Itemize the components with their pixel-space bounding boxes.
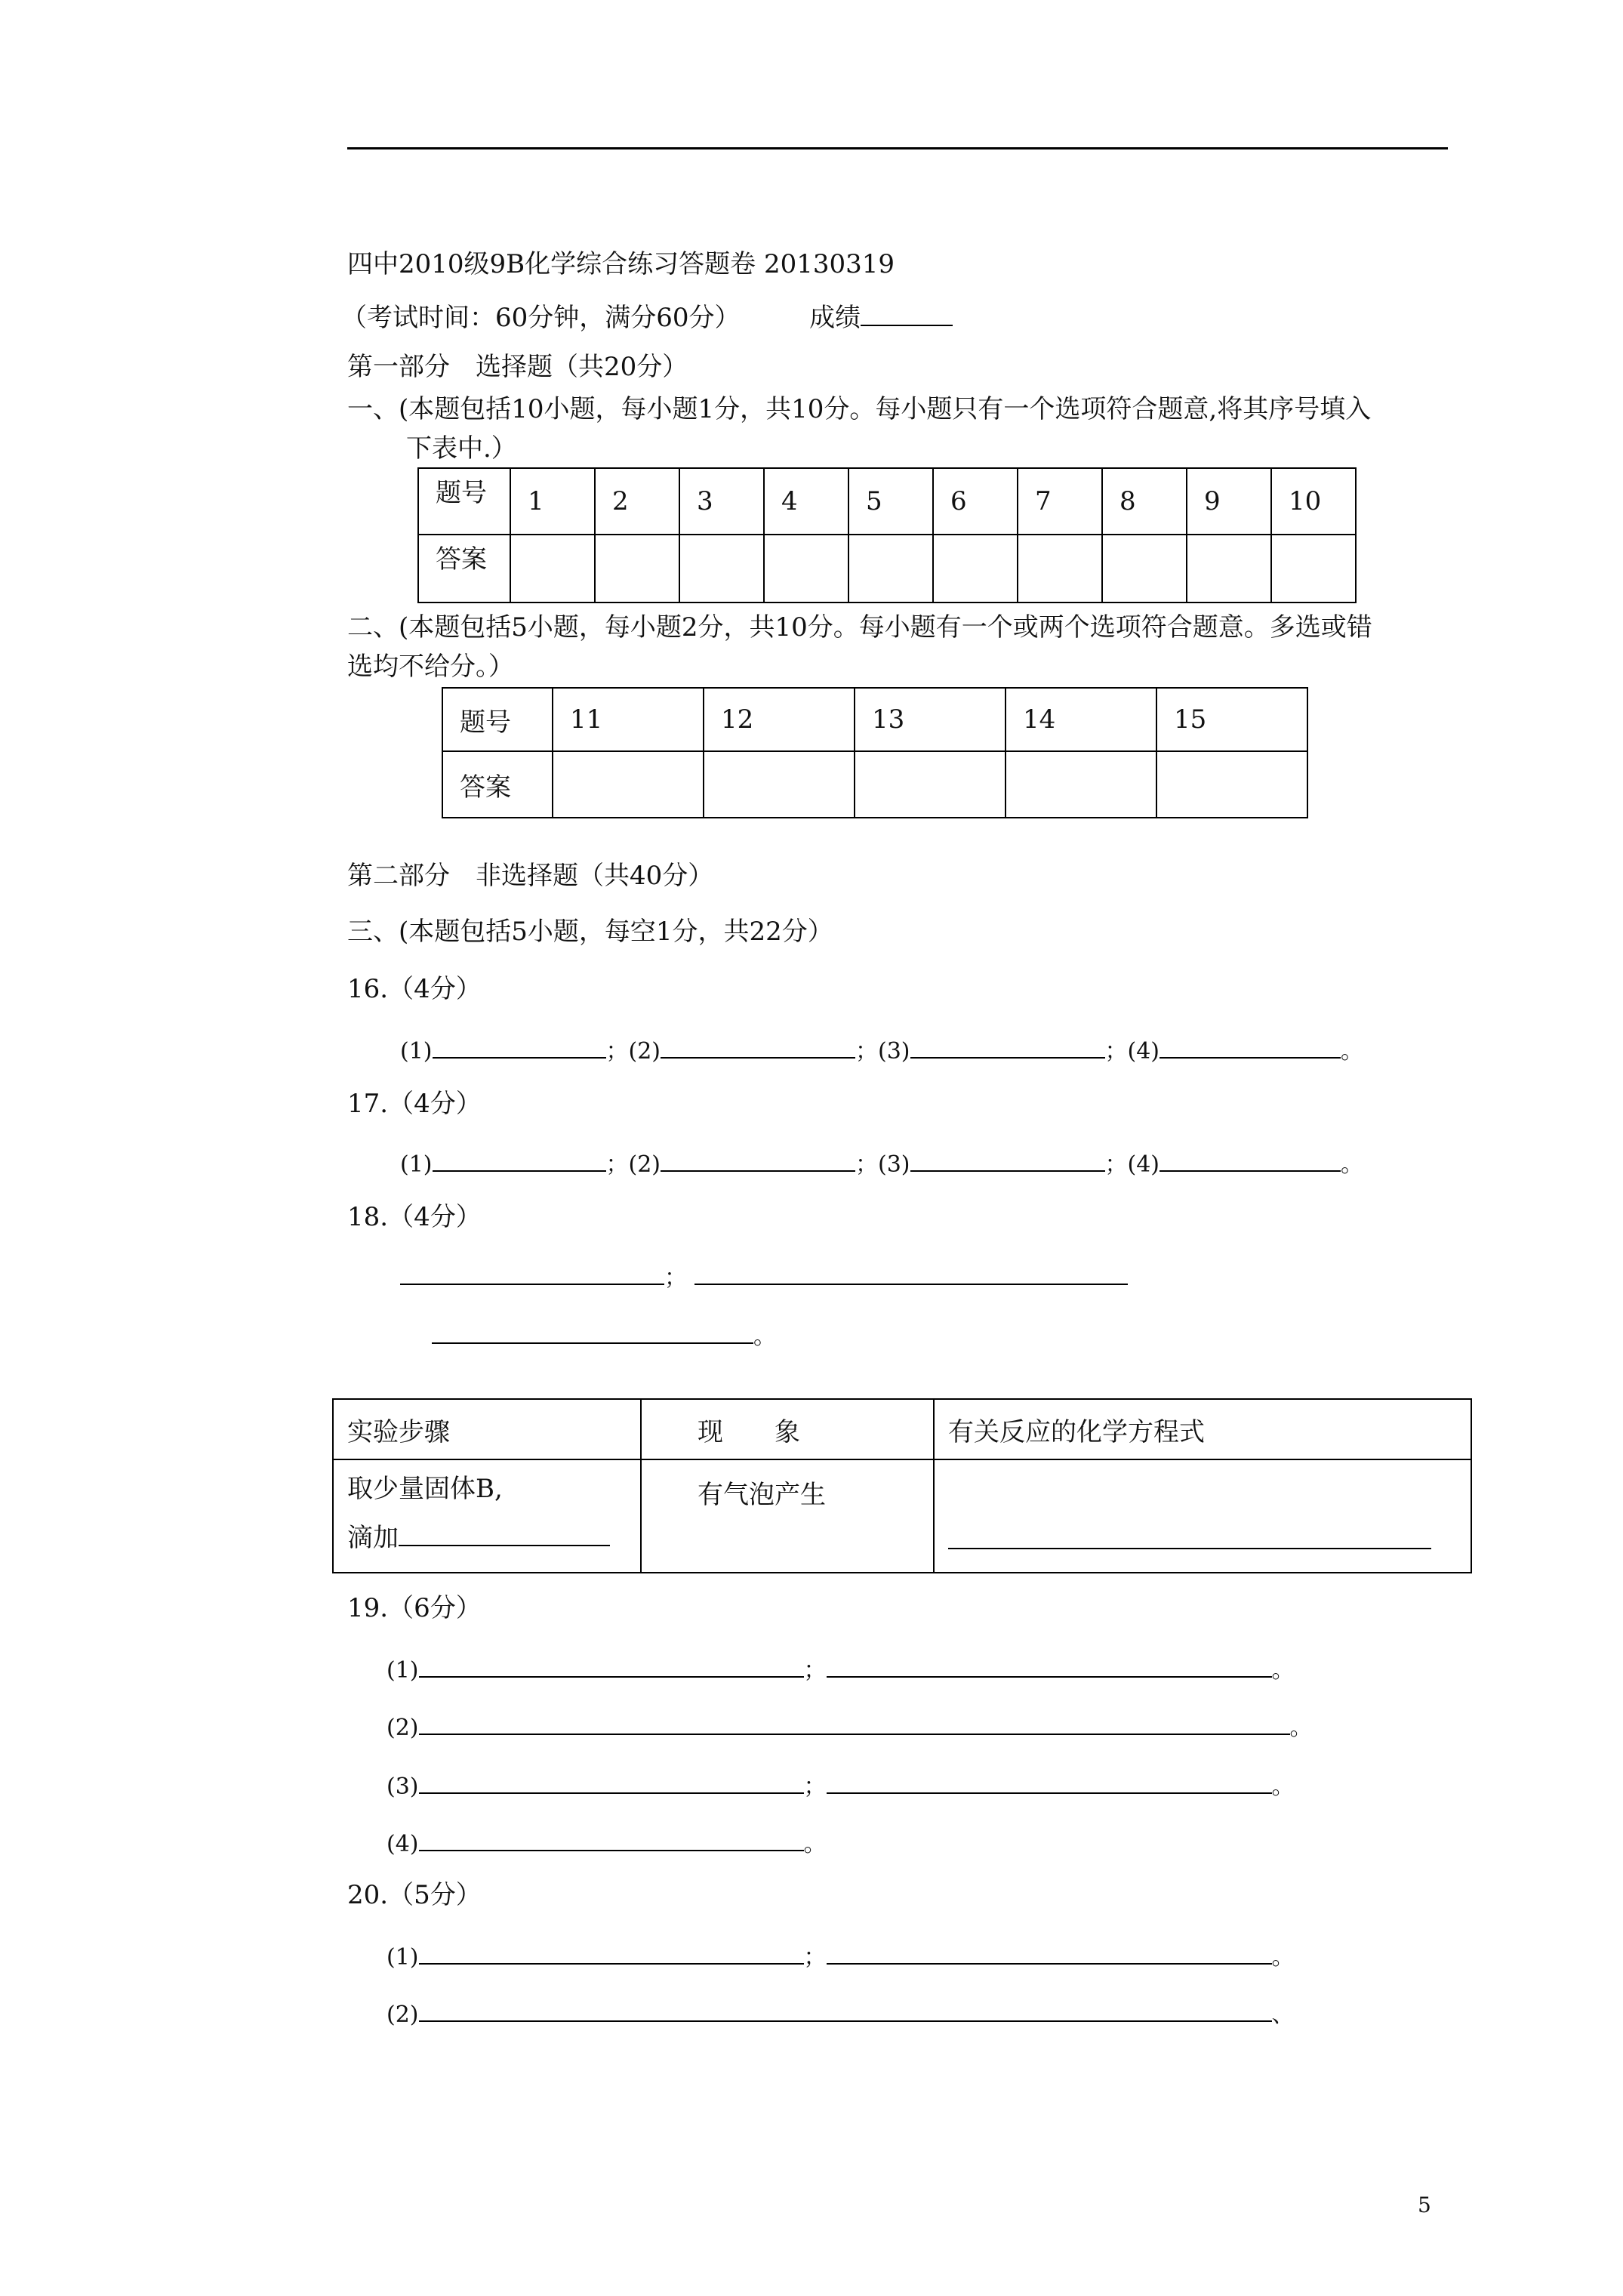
part1-title: 第一部分 选择题（共20分） [347, 352, 688, 382]
q17-sep: ； [1104, 1151, 1128, 1178]
q17-label-1: (1) [400, 1151, 433, 1178]
page-number: 5 [1418, 2193, 1431, 2217]
q20-blank-2[interactable] [419, 1998, 1272, 2022]
q16-label-2: (2) [628, 1038, 661, 1065]
q19-end: 。 [1271, 1774, 1295, 1800]
q17-sep: ； [605, 1151, 629, 1178]
q20-blank-1a[interactable] [419, 1940, 804, 1965]
table1-answer-cell[interactable] [679, 535, 764, 603]
table2-number: 14 [1006, 688, 1156, 751]
exp-step-add: 滴加 [347, 1523, 399, 1553]
exp-header-phenomenon: 现 象 [641, 1399, 934, 1459]
q16-label-1: (1) [400, 1038, 433, 1065]
exp-phenomenon-cell: 有气泡产生 [641, 1459, 934, 1573]
q20-line2 [387, 1998, 1295, 2029]
exp-equation-cell [934, 1459, 1471, 1573]
table1-number: 6 [933, 468, 1018, 535]
table1-number: 10 [1271, 468, 1356, 535]
section3-instruction: 三、(本题包括5小题，每空1分，共22分） [347, 917, 833, 947]
score-label: 成绩 [809, 303, 861, 333]
q17-blank-3[interactable] [910, 1148, 1105, 1172]
table2-number: 13 [855, 688, 1006, 751]
q18-blank-3[interactable] [432, 1320, 753, 1344]
table1-number: 3 [679, 468, 764, 535]
page-title: 四中2010级9B化学综合练习答题卷 20130319 [347, 249, 895, 279]
q19-label-1: (1) [387, 1657, 419, 1684]
q16-blanks [400, 1034, 1363, 1065]
exp-step-blank[interactable] [399, 1522, 610, 1546]
table1-answer-cell[interactable] [595, 535, 679, 603]
q20-label-1: (1) [387, 1944, 419, 1971]
table2-number: 11 [553, 688, 704, 751]
section2-instruction-line2: 选均不给分。） [347, 652, 514, 682]
experiment-table [332, 1398, 1472, 1573]
part2-title: 第二部分 非选择题（共40分） [347, 861, 714, 891]
q18-end: 。 [753, 1324, 776, 1350]
q20-line1 [387, 1940, 1295, 1971]
exam-info-text: （考试时间：60分钟，满分60分） [341, 303, 741, 333]
table1-number: 1 [510, 468, 595, 535]
table1-number: 2 [595, 468, 679, 535]
q19-blank-3b[interactable] [827, 1770, 1272, 1794]
q16-blank-2[interactable] [661, 1034, 855, 1059]
q18-line1 [400, 1261, 1128, 1292]
q19-line1 [387, 1653, 1295, 1684]
table2-answer-cell[interactable] [1156, 751, 1307, 818]
q20-sep: ； [803, 1944, 827, 1971]
answer-table-1 [417, 467, 1357, 603]
q19-label-2: (2) [387, 1715, 419, 1741]
q16-blank-3[interactable] [910, 1034, 1105, 1059]
table1-answer-cell[interactable] [933, 535, 1018, 603]
q20-blank-1b[interactable] [827, 1940, 1272, 1965]
table2-number: 12 [704, 688, 855, 751]
table2-label-number: 题号 [442, 688, 553, 751]
q16-blank-4[interactable] [1160, 1034, 1341, 1059]
q18-sep: ； [664, 1265, 687, 1291]
table2-answer-cell[interactable] [704, 751, 855, 818]
table2-answer-cell[interactable] [553, 751, 704, 818]
exp-header-equation: 有关反应的化学方程式 [934, 1399, 1471, 1459]
q16-sep: ； [855, 1038, 878, 1065]
q18-blank-1[interactable] [400, 1261, 664, 1285]
q20-end: 。 [1271, 1944, 1295, 1971]
q18-line2 [432, 1320, 776, 1351]
q17-blank-2[interactable] [661, 1148, 855, 1172]
table1-number: 5 [848, 468, 933, 535]
section1-instruction-line2: 下表中.） [406, 433, 517, 464]
table1-label-number: 题号 [418, 468, 510, 535]
exp-equation-blank[interactable] [948, 1525, 1431, 1549]
q19-blank-1a[interactable] [419, 1653, 804, 1678]
q17-end: 。 [1341, 1151, 1363, 1178]
exam-info [341, 302, 953, 333]
table2-answer-cell[interactable] [1006, 751, 1156, 818]
table1-number: 7 [1018, 468, 1102, 535]
table1-label-answer: 答案 [418, 535, 510, 603]
table1-number: 8 [1102, 468, 1187, 535]
q19-line4 [387, 1827, 827, 1858]
q20-heading: 20.（5分） [347, 1880, 482, 1910]
table1-answer-cell[interactable] [510, 535, 595, 603]
table1-answer-cell[interactable] [1102, 535, 1187, 603]
q19-sep: ； [803, 1657, 827, 1684]
q19-blank-2[interactable] [419, 1711, 1290, 1735]
table1-answer-cell[interactable] [764, 535, 848, 603]
table1-number: 4 [764, 468, 848, 535]
q16-label-3: (3) [878, 1038, 910, 1065]
q18-blank-2[interactable] [694, 1261, 1128, 1285]
q19-end: 。 [1271, 1657, 1295, 1684]
q20-dun: 、 [1271, 2002, 1295, 2028]
table1-answer-cell[interactable] [1271, 535, 1356, 603]
q17-blank-4[interactable] [1160, 1148, 1341, 1172]
q20-label-2: (2) [387, 2002, 419, 2028]
q19-label-4: (4) [387, 1831, 419, 1857]
exp-step-cell [333, 1459, 641, 1573]
q16-end: 。 [1341, 1038, 1363, 1065]
exp-step-line2 [347, 1522, 627, 1553]
score-field[interactable] [861, 302, 953, 326]
q19-end: 。 [803, 1831, 827, 1857]
table2-answer-cell[interactable] [855, 751, 1006, 818]
table1-answer-cell[interactable] [1018, 535, 1102, 603]
table2-label-answer: 答案 [442, 751, 553, 818]
exp-header-steps: 实验步骤 [333, 1399, 641, 1459]
exp-step-line1: 取少量固体B, [347, 1474, 503, 1504]
q19-sep: ； [803, 1774, 827, 1800]
q19-label-3: (3) [387, 1774, 419, 1800]
q16-heading: 16.（4分） [347, 974, 482, 1004]
q17-label-2: (2) [628, 1151, 661, 1178]
q16-sep: ； [605, 1038, 629, 1065]
q19-line2 [387, 1711, 1313, 1742]
table1-answer-cell[interactable] [1187, 535, 1271, 603]
table2-number: 15 [1156, 688, 1307, 751]
q17-label-3: (3) [878, 1151, 910, 1178]
section1-instruction-line1: 一、(本题包括10小题，每小题1分，共10分。每小题只有一个选项符合题意,将其序号填入 [347, 394, 1372, 424]
q17-blank-1[interactable] [433, 1148, 606, 1172]
q17-sep: ； [855, 1151, 878, 1178]
q16-sep: ； [1104, 1038, 1128, 1065]
q19-blank-4[interactable] [419, 1827, 804, 1851]
q17-label-4: (4) [1127, 1151, 1160, 1178]
header-rule [347, 147, 1448, 149]
q18-heading: 18.（4分） [347, 1202, 482, 1232]
q16-label-4: (4) [1127, 1038, 1160, 1065]
q17-blanks [400, 1148, 1363, 1179]
section2-instruction-line1: 二、(本题包括5小题，每小题2分，共10分。每小题有一个或两个选项符合题意。多选或错 [347, 612, 1372, 643]
table1-number: 9 [1187, 468, 1271, 535]
table1-answer-cell[interactable] [848, 535, 933, 603]
q19-blank-1b[interactable] [827, 1653, 1272, 1678]
q16-blank-1[interactable] [433, 1034, 606, 1059]
q19-end: 。 [1289, 1715, 1313, 1741]
q19-heading: 19.（6分） [347, 1593, 482, 1623]
q17-heading: 17.（4分） [347, 1089, 482, 1119]
q19-blank-3a[interactable] [419, 1770, 804, 1794]
answer-table-2 [442, 687, 1308, 818]
q19-line3 [387, 1770, 1295, 1801]
